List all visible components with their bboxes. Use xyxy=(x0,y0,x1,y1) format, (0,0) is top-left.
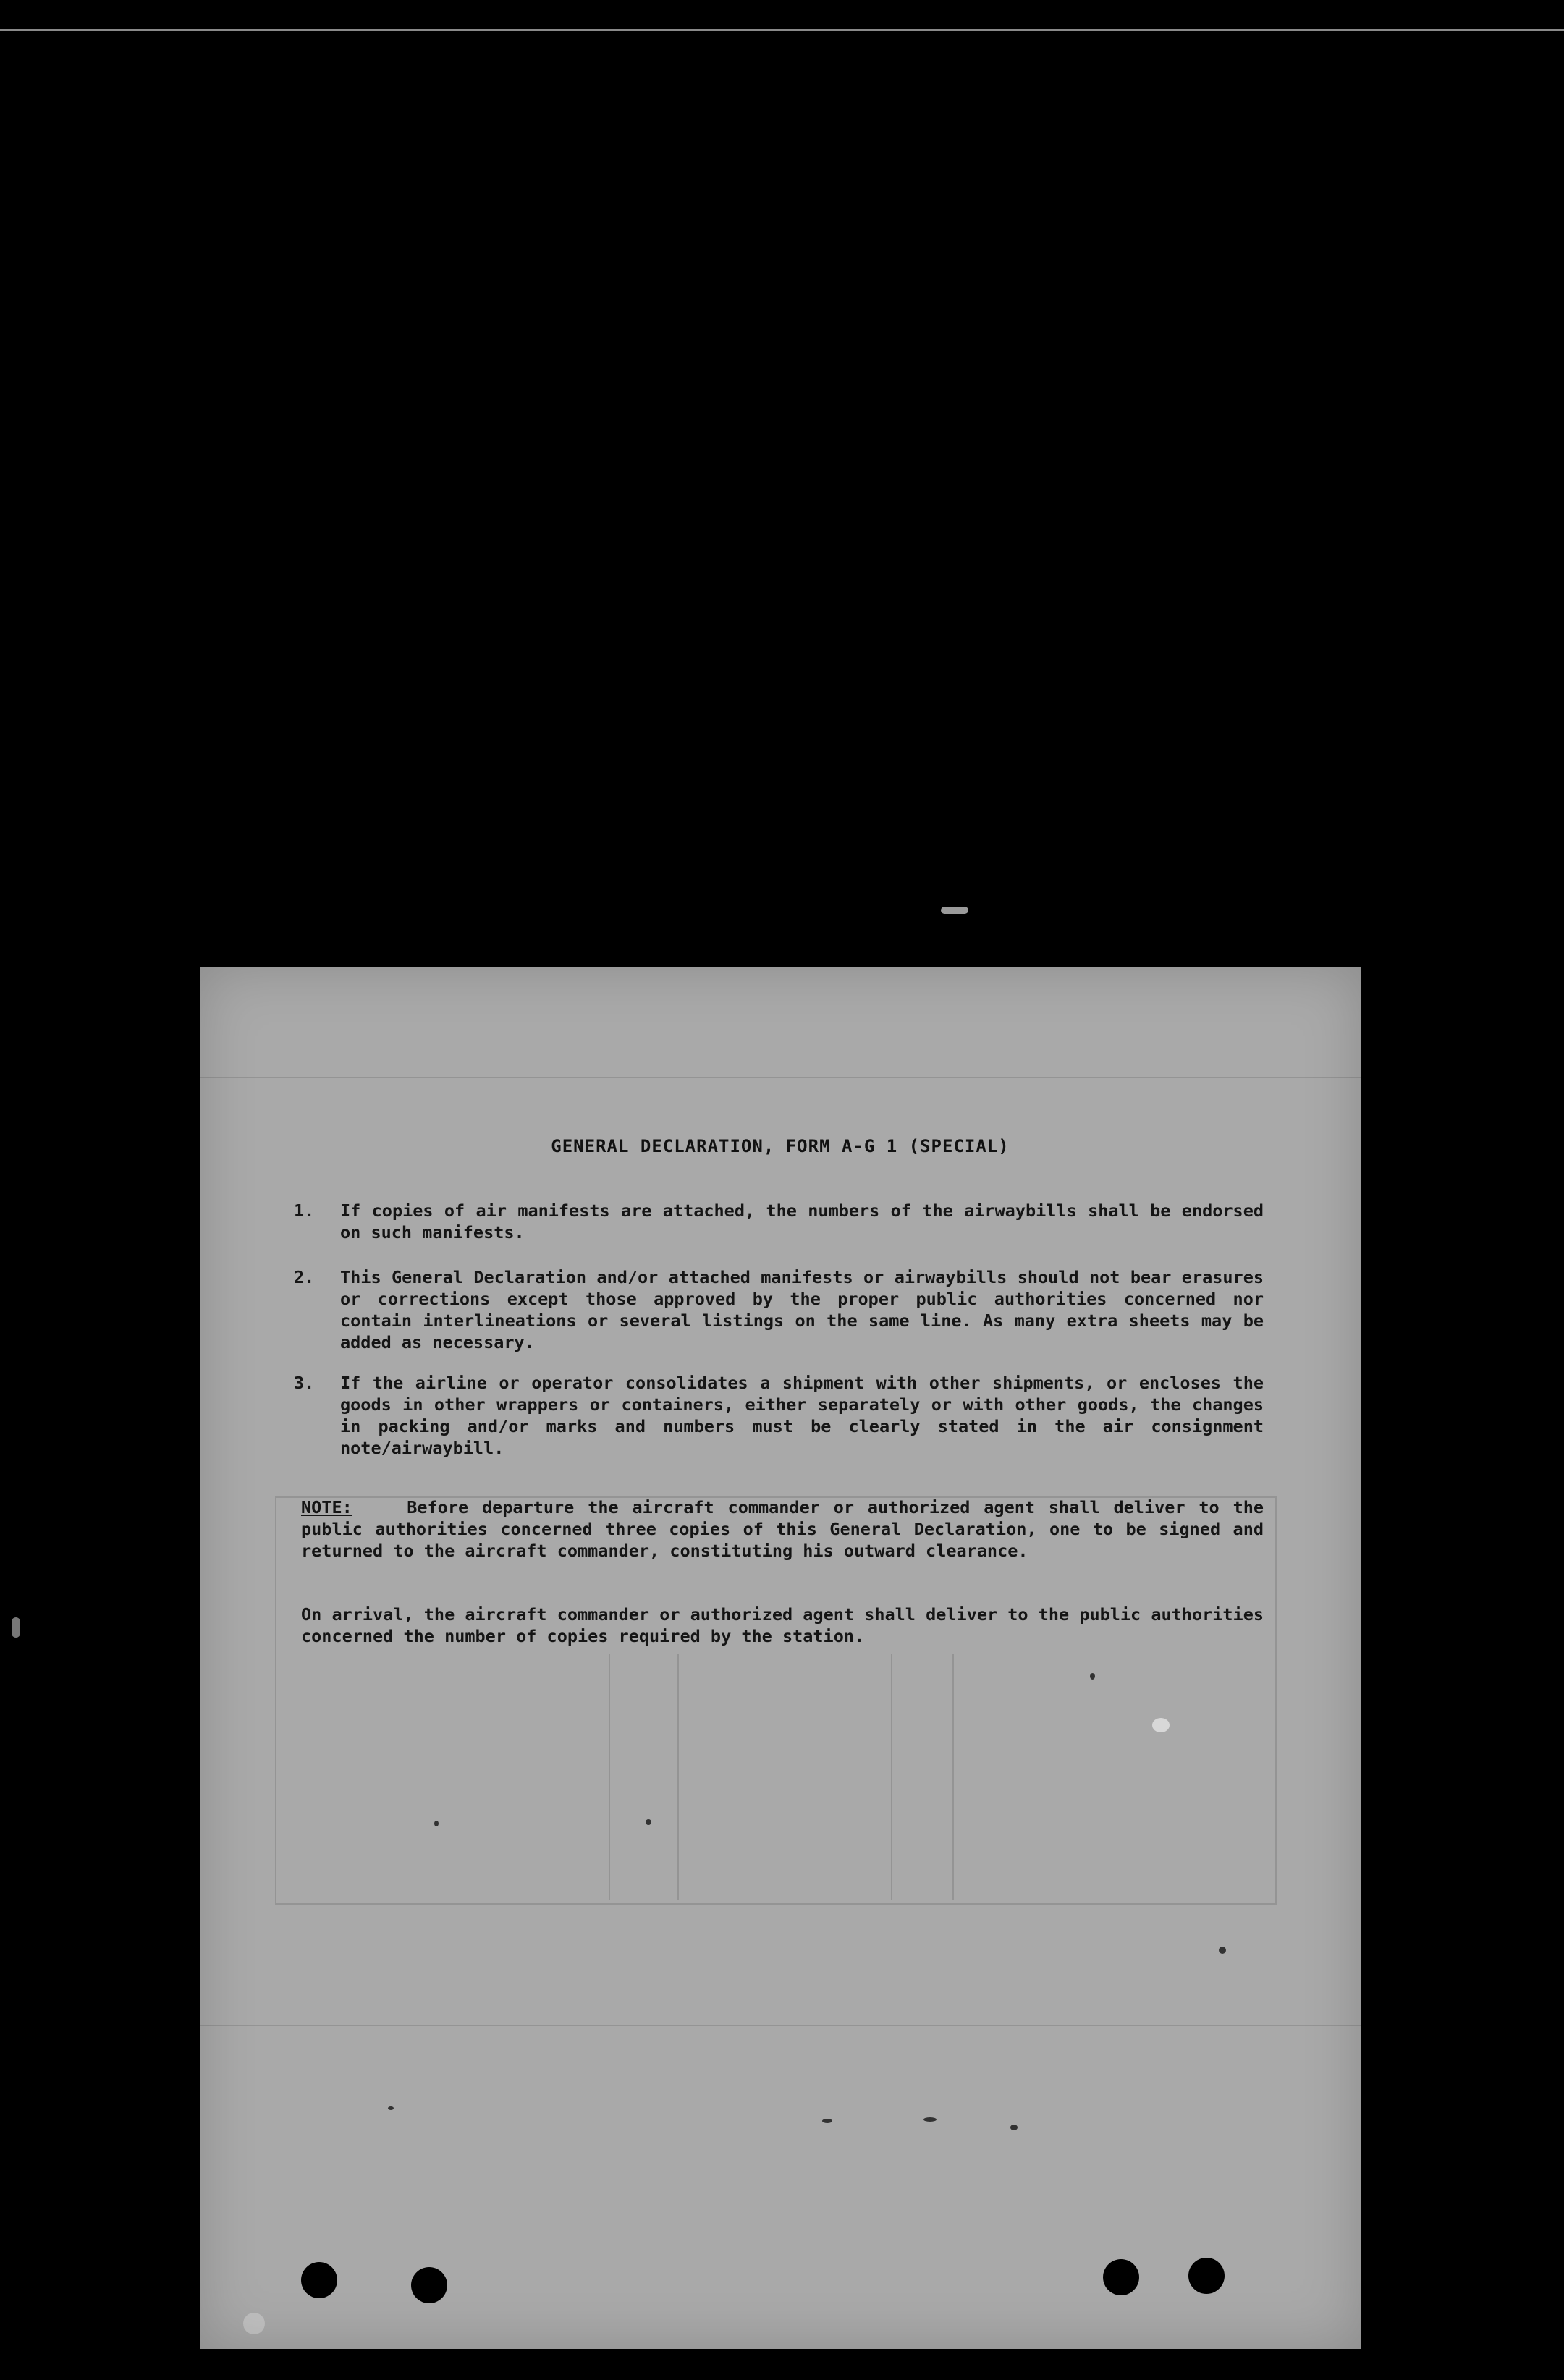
scan-speck xyxy=(434,1821,439,1826)
bleed-through-column xyxy=(891,1654,892,1900)
bleed-through-column xyxy=(677,1654,679,1900)
bleed-through-rule xyxy=(200,2025,1361,2026)
instruction-item-2 xyxy=(294,1266,1264,1353)
scan-speck xyxy=(1219,1947,1226,1954)
instruction-item-3 xyxy=(294,1372,1264,1459)
bleed-through-column xyxy=(952,1654,954,1900)
item-text: This General Declaration and/or attached manifests or airwaybills should not bear erasures or corrections except those approved by the proper public authorities concerned nor contain interlineations or several listings on the same line. As many extra sheets may be added as necessary. xyxy=(340,1267,1264,1352)
scan-top-rule xyxy=(0,29,1564,31)
scan-speck xyxy=(1090,1673,1095,1680)
form-title: GENERAL DECLARATION, FORM A-G 1 (SPECIAL) xyxy=(551,1136,1010,1156)
note-text: Before departure the aircraft commander or authorized agent shall deliver to the public authorities concerned three copies of this General Declaration, one to be signed and returned to the aircraft commander, constituting his outward clearance. xyxy=(301,1497,1264,1561)
note-paragraph xyxy=(301,1496,1264,1562)
item-text: If copies of air manifests are attached, the numbers of the airwaybills shall be endorsed on such manifests. xyxy=(340,1200,1264,1242)
note-label: NOTE: xyxy=(301,1497,352,1517)
punch-hole xyxy=(301,2262,337,2298)
arrival-paragraph: On arrival, the aircraft commander or authorized agent shall deliver to the public authorities concerned the number of copies required by the station. xyxy=(301,1604,1264,1646)
document-page xyxy=(200,967,1361,2349)
item-number: 3. xyxy=(294,1373,315,1393)
scan-speck xyxy=(941,907,968,914)
item-number: 1. xyxy=(294,1200,315,1221)
instruction-item-1 xyxy=(294,1200,1264,1243)
scan-speck xyxy=(1010,2125,1018,2130)
punch-hole xyxy=(411,2267,447,2303)
punch-hole xyxy=(1188,2258,1225,2294)
scan-speck xyxy=(822,2119,832,2123)
punch-hole xyxy=(1103,2259,1139,2295)
bleed-through-rule xyxy=(200,1077,1361,1078)
scan-speck xyxy=(388,2106,394,2110)
bleed-through-column xyxy=(609,1654,610,1900)
scan-speck xyxy=(923,2117,937,2122)
scan-edge-mark xyxy=(12,1617,20,1638)
scan-speck xyxy=(1152,1718,1170,1732)
scan-speck xyxy=(243,2313,265,2334)
scan-speck xyxy=(646,1819,651,1825)
item-text: If the airline or operator consolidates a shipment with other shipments, or encloses the goods in other wrappers or containers, either separately or with other goods, the changes in packing and/or marks and numbers must be clearly stated in the air consignment note/airwaybill. xyxy=(340,1373,1264,1458)
item-number: 2. xyxy=(294,1267,315,1287)
